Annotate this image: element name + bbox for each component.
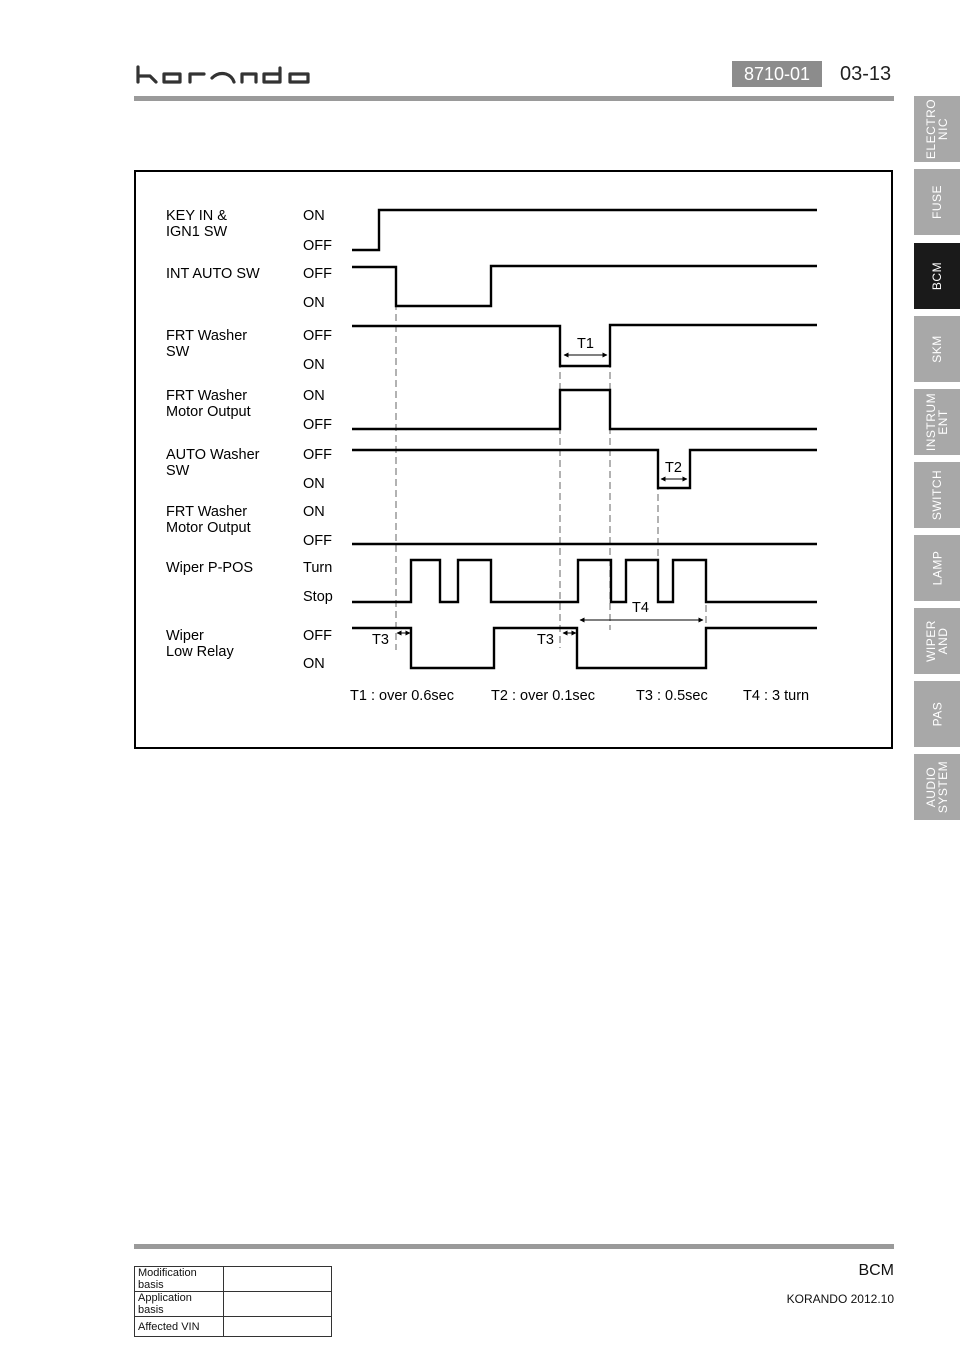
tab-label: PAS bbox=[930, 701, 944, 727]
state-label: OFF bbox=[303, 417, 332, 433]
state-label: OFF bbox=[303, 266, 332, 282]
signal-label-frt-washer-motor: FRT Washer Motor Output bbox=[166, 388, 251, 420]
korando-logo bbox=[134, 64, 314, 93]
signal-label-frt-washer-sw: FRT Washer SW bbox=[166, 328, 248, 360]
state-label: ON bbox=[303, 295, 325, 311]
tab-label: BCM bbox=[929, 261, 944, 291]
t4-label: T4 bbox=[632, 600, 649, 616]
state-label: OFF bbox=[303, 533, 332, 549]
tab-skm[interactable] bbox=[914, 316, 960, 382]
state-label: ON bbox=[303, 504, 325, 520]
tab-lamp[interactable] bbox=[914, 535, 960, 601]
state-label: OFF bbox=[303, 238, 332, 254]
footer-section-name: BCM bbox=[858, 1262, 894, 1279]
footer-rule bbox=[134, 1244, 894, 1249]
tab-label: SKM bbox=[929, 335, 944, 363]
legend-t1: T1 : over 0.6sec bbox=[350, 688, 454, 704]
state-label: OFF bbox=[303, 328, 332, 344]
signal-label-wiper-p-pos: Wiper P-POS bbox=[166, 560, 254, 576]
basis-value bbox=[224, 1292, 332, 1317]
table-row bbox=[135, 1292, 332, 1317]
tab-bcm[interactable] bbox=[914, 243, 960, 309]
footer-model-date: KORANDO 2012.10 bbox=[786, 1292, 894, 1306]
tab-label: SWITCH bbox=[930, 469, 945, 521]
tab-label: AUDIO SYSTEM bbox=[924, 760, 950, 814]
state-label: OFF bbox=[303, 628, 332, 644]
signal-label-wiper-low-relay: Wiper Low Relay bbox=[166, 628, 234, 660]
t3-label: T3 bbox=[372, 632, 389, 648]
state-label: ON bbox=[303, 208, 325, 224]
table-row bbox=[135, 1317, 332, 1337]
legend-t2: T2 : over 0.1sec bbox=[491, 688, 595, 704]
tab-audio-system[interactable] bbox=[914, 754, 960, 820]
tab-fuse[interactable] bbox=[914, 169, 960, 235]
legend-t3: T3 : 0.5sec bbox=[636, 688, 708, 704]
tab-label: FUSE bbox=[929, 184, 944, 220]
tab-electronic[interactable] bbox=[914, 96, 960, 162]
basis-label: Modification basis bbox=[135, 1267, 224, 1292]
basis-value bbox=[224, 1317, 332, 1337]
t3-label: T3 bbox=[537, 632, 554, 648]
tab-pas[interactable] bbox=[914, 681, 960, 747]
document-code: 8710-01 bbox=[732, 61, 822, 87]
state-label: OFF bbox=[303, 447, 332, 463]
signal-label-auto-washer-sw: AUTO Washer SW bbox=[166, 447, 260, 479]
tab-instrument[interactable] bbox=[914, 389, 960, 455]
basis-label: Application basis bbox=[135, 1292, 224, 1317]
t1-label: T1 bbox=[577, 336, 594, 352]
state-label: ON bbox=[303, 656, 325, 672]
signal-label-key-in-ign1: KEY IN & IGN1 SW bbox=[166, 208, 228, 240]
table-row bbox=[135, 1267, 332, 1292]
state-label: ON bbox=[303, 357, 325, 373]
tab-wiper-and[interactable] bbox=[914, 608, 960, 674]
state-label: ON bbox=[303, 476, 325, 492]
legend-t4: T4 : 3 turn bbox=[743, 688, 810, 704]
timing-diagram bbox=[134, 170, 894, 755]
state-label: Turn bbox=[303, 560, 333, 576]
page-number: 03-13 bbox=[840, 63, 892, 85]
tab-label: INSTRUM ENT bbox=[924, 392, 951, 452]
tab-switch[interactable] bbox=[914, 462, 960, 528]
basis-table bbox=[134, 1266, 332, 1337]
state-label: Stop bbox=[303, 589, 333, 605]
tab-label: LAMP bbox=[930, 550, 944, 586]
tab-label: WIPER AND bbox=[924, 620, 950, 662]
state-label: ON bbox=[303, 388, 325, 404]
signal-label-int-auto-sw: INT AUTO SW bbox=[166, 266, 260, 282]
basis-value bbox=[224, 1267, 332, 1292]
signal-label-frt-washer-motor-2: FRT Washer Motor Output bbox=[166, 504, 251, 536]
t2-label: T2 bbox=[665, 460, 682, 476]
basis-label: Affected VIN bbox=[135, 1317, 224, 1337]
tab-label: ELECTRO NIC bbox=[924, 98, 950, 160]
header-rule bbox=[134, 96, 894, 101]
